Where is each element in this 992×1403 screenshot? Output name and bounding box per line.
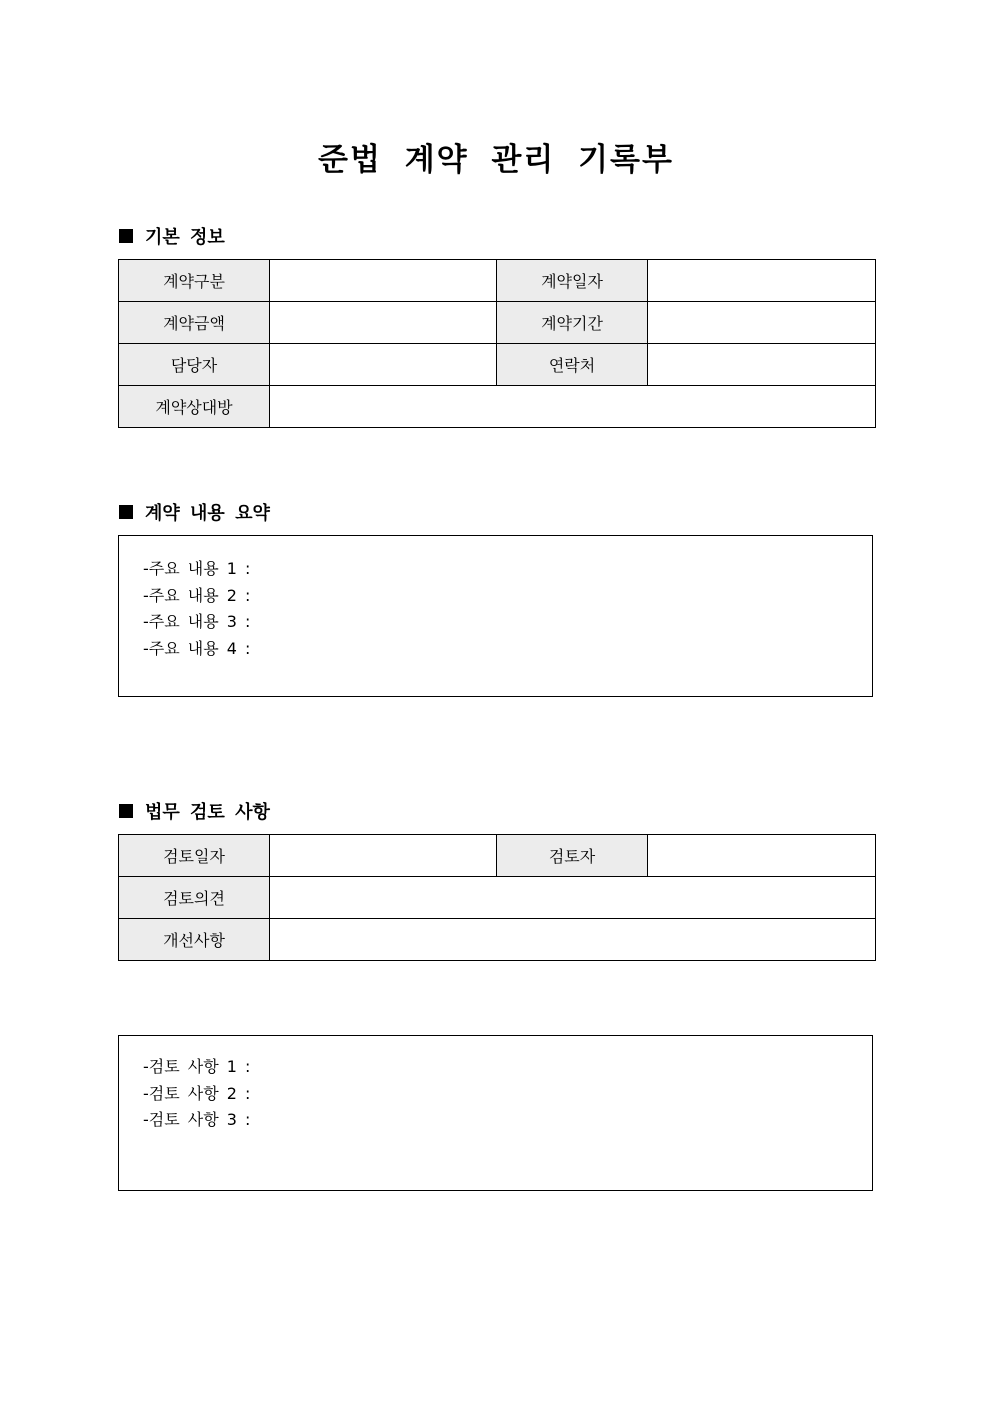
square-bullet-icon bbox=[119, 505, 133, 519]
manager-field[interactable] bbox=[270, 344, 497, 386]
reviewer-field[interactable] bbox=[648, 835, 876, 877]
table-row bbox=[119, 260, 876, 302]
counterparty-field[interactable] bbox=[270, 386, 876, 428]
table-row bbox=[119, 877, 876, 919]
contact-field[interactable] bbox=[648, 344, 876, 386]
table-row bbox=[119, 302, 876, 344]
review-opinion-field[interactable] bbox=[270, 877, 876, 919]
reviewer-label: 검토자 bbox=[497, 835, 648, 877]
table-row bbox=[119, 344, 876, 386]
contract-date-label: 계약일자 bbox=[497, 260, 648, 302]
review-item-line: -검토 사항 1 : bbox=[143, 1057, 251, 1076]
counterparty-label: 계약상대방 bbox=[119, 386, 270, 428]
review-date-label: 검토일자 bbox=[119, 835, 270, 877]
contract-date-field[interactable] bbox=[648, 260, 876, 302]
review-opinion-label: 검토의견 bbox=[119, 877, 270, 919]
summary-heading bbox=[119, 499, 270, 525]
contract-type-label: 계약구분 bbox=[119, 260, 270, 302]
contract-period-label: 계약기간 bbox=[497, 302, 648, 344]
summary-heading-text: 계약 내용 요약 bbox=[145, 503, 270, 524]
summary-line: -주요 내용 3 : bbox=[143, 612, 251, 631]
table-row bbox=[119, 386, 876, 428]
review-item-line: -검토 사항 2 : bbox=[143, 1083, 251, 1103]
contract-period-field[interactable] bbox=[648, 302, 876, 344]
contract-amount-field[interactable] bbox=[270, 302, 497, 344]
review-date-field[interactable] bbox=[270, 835, 497, 877]
summary-line: -주요 내용 1 : bbox=[143, 559, 251, 578]
basic-info-heading-text: 기본 정보 bbox=[145, 227, 225, 248]
legal-review-heading bbox=[119, 798, 270, 824]
summary-line: -주요 내용 4 : bbox=[143, 638, 251, 658]
contact-label: 연락처 bbox=[497, 344, 648, 386]
manager-label: 담당자 bbox=[119, 344, 270, 386]
page-title: 준법 계약 관리 기록부 bbox=[318, 142, 674, 178]
legal-review-heading-text: 법무 검토 사항 bbox=[145, 802, 270, 823]
summary-box[interactable] bbox=[118, 535, 873, 697]
contract-type-field[interactable] bbox=[270, 260, 497, 302]
square-bullet-icon bbox=[119, 804, 133, 818]
square-bullet-icon bbox=[119, 229, 133, 243]
table-row bbox=[119, 919, 876, 961]
review-items-box[interactable] bbox=[118, 1035, 873, 1191]
improvements-label: 개선사항 bbox=[119, 919, 270, 961]
basic-info-table bbox=[118, 259, 876, 428]
contract-amount-label: 계약금액 bbox=[119, 302, 270, 344]
review-item-line: -검토 사항 3 : bbox=[143, 1110, 251, 1129]
summary-line: -주요 내용 2 : bbox=[143, 585, 251, 605]
basic-info-heading bbox=[119, 223, 225, 249]
improvements-field[interactable] bbox=[270, 919, 876, 961]
legal-review-table bbox=[118, 834, 876, 961]
table-row bbox=[119, 835, 876, 877]
